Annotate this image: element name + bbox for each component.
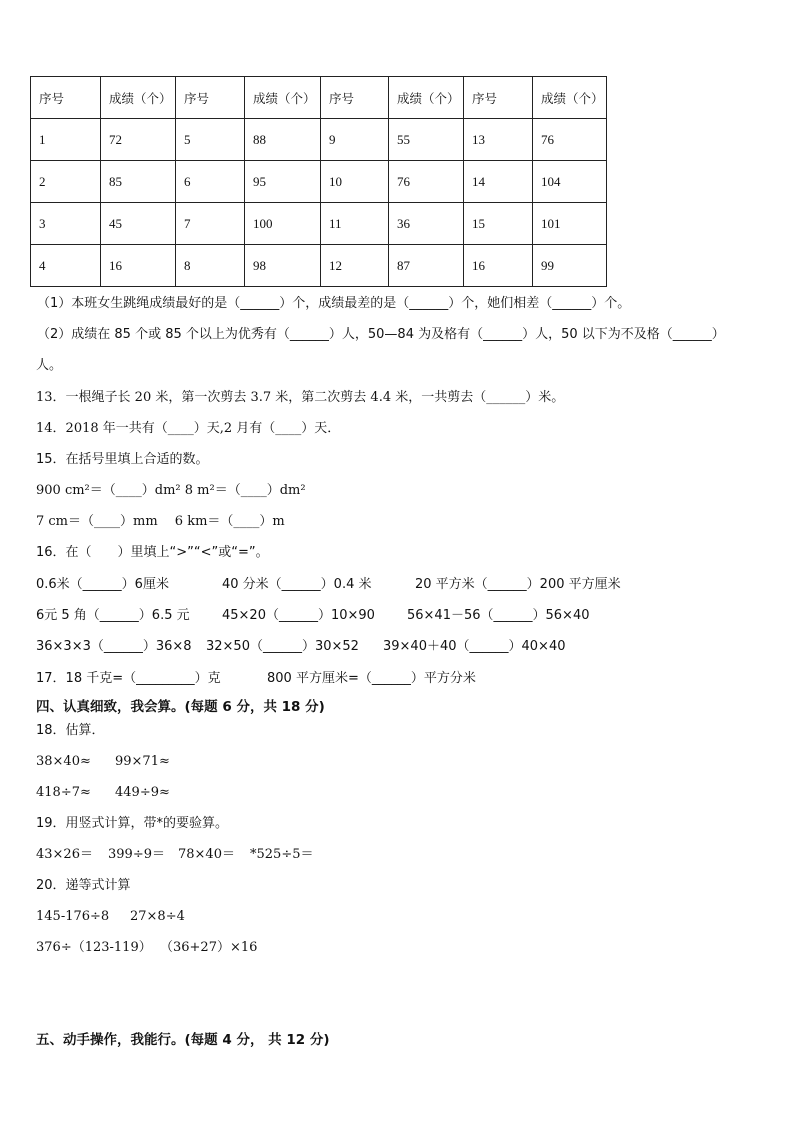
table-cell: 9 [321, 119, 389, 161]
table-cell: 3 [31, 203, 101, 245]
question-12-part-2: （2）成绩在 85 个或 85 个以上为优秀有（______）人，50—84 为及格有（______）人，50 以下为不及格（______） [37, 327, 725, 342]
conversion-item: 17．18 千克=（_________）克 [36, 671, 221, 686]
section-5-heading: 五、动手操作，我能行。(每题 4 分， 共 12 分) [36, 1032, 330, 1048]
table-cell: 16 [464, 245, 533, 287]
section-4-heading: 四、认真细致，我会算。(每题 6 分，共 18 分) [36, 699, 325, 715]
table-cell: 87 [389, 245, 464, 287]
table-cell: 8 [176, 245, 245, 287]
calculation-item: 399÷9＝ [108, 847, 165, 862]
table-cell: 88 [245, 119, 321, 161]
table-row [31, 161, 607, 203]
table-cell: 76 [533, 119, 607, 161]
table-cell: 55 [389, 119, 464, 161]
table-cell: 5 [176, 119, 245, 161]
table-header-cell: 成绩（个） [245, 77, 321, 119]
table-cell: 85 [101, 161, 176, 203]
calculation-item: 43×26＝ [36, 847, 93, 862]
comparison-item: 6元 5 角（______）6.5 元 [36, 608, 190, 623]
question-18: 18．估算． [36, 723, 105, 738]
table-cell: 99 [533, 245, 607, 287]
comparison-item: 45×20（______）10×90 [222, 608, 375, 623]
table-cell: 7 [176, 203, 245, 245]
question-15-line-a: 900 cm²＝（____）dm² 8 m²＝（____）dm² [36, 483, 306, 498]
table-cell: 101 [533, 203, 607, 245]
table-header-cell: 成绩（个） [533, 77, 607, 119]
question-20: 20．递等式计算 [36, 878, 131, 893]
table-cell: 2 [31, 161, 101, 203]
table-row [31, 203, 607, 245]
table-cell: 1 [31, 119, 101, 161]
table-cell: 12 [321, 245, 389, 287]
question-19: 19．用竖式计算，带*的要验算。 [36, 816, 229, 831]
table-cell: 15 [464, 203, 533, 245]
table-cell: 11 [321, 203, 389, 245]
table-cell: 14 [464, 161, 533, 203]
comparison-item: 56×41－56（______）56×40 [407, 608, 590, 623]
table-cell: 45 [101, 203, 176, 245]
estimate-item: 418÷7≈ [36, 785, 91, 800]
comparison-item: 32×50（______）30×52 [206, 639, 359, 654]
score-table [30, 76, 607, 287]
estimate-item: 449÷9≈ [115, 785, 170, 800]
calculation-item: 78×40＝ [178, 847, 235, 862]
table-header-cell: 序号 [31, 77, 101, 119]
table-cell: 6 [176, 161, 245, 203]
comparison-item: 36×3×3（______）36×8 [36, 639, 192, 654]
question-12-part-2-continued: 人。 [36, 358, 63, 373]
table-cell: 76 [389, 161, 464, 203]
question-14: 14．2018 年一共有（____）天,2 月有（____）天． [36, 421, 341, 436]
question-15-line-b: 7 cm＝（____）mm 6 km＝（____）m [36, 514, 285, 529]
table-row [31, 119, 607, 161]
table-cell: 98 [245, 245, 321, 287]
table-row [31, 245, 607, 287]
table-cell: 10 [321, 161, 389, 203]
calculation-item: 27×8÷4 [130, 909, 185, 924]
table-header-row [31, 77, 607, 119]
table-cell: 95 [245, 161, 321, 203]
estimate-item: 99×71≈ [115, 754, 170, 769]
calculation-item: （36+27）×16 [160, 940, 258, 955]
comparison-item: 20 平方米（______）200 平方厘米 [415, 577, 621, 592]
table-cell: 13 [464, 119, 533, 161]
calculation-item: 376÷（123-119） [36, 940, 152, 955]
table-header-cell: 成绩（个） [101, 77, 176, 119]
table-cell: 72 [101, 119, 176, 161]
question-16: 16．在（ ）里填上“>”“<”或“=”。 [36, 545, 269, 560]
comparison-item: 0.6米（______）6厘米 [36, 577, 169, 592]
table-cell: 16 [101, 245, 176, 287]
question-12-part-1: （1）本班女生跳绳成绩最好的是（______）个，成绩最差的是（______）个，她们相差（______）个。 [37, 296, 631, 311]
table-cell: 104 [533, 161, 607, 203]
comparison-item: 39×40＋40（______）40×40 [383, 639, 566, 654]
calculation-item: 145-176÷8 [36, 909, 110, 924]
table-cell: 4 [31, 245, 101, 287]
table-header-cell: 序号 [176, 77, 245, 119]
table-header-cell: 成绩（个） [389, 77, 464, 119]
comparison-item: 40 分米（______）0.4 米 [222, 577, 372, 592]
table-cell: 36 [389, 203, 464, 245]
conversion-item: 800 平方厘米=（______）平方分米 [267, 671, 476, 686]
table-header-cell: 序号 [321, 77, 389, 119]
table-header-cell: 序号 [464, 77, 533, 119]
question-13: 13．一根绳子长 20 米，第一次剪去 3.7 米，第二次剪去 4.4 米，一共剪去（______）米。 [36, 390, 565, 405]
estimate-item: 38×40≈ [36, 754, 91, 769]
calculation-item: *525÷5＝ [250, 847, 314, 862]
question-15: 15．在括号里填上合适的数。 [36, 452, 209, 467]
table-cell: 100 [245, 203, 321, 245]
